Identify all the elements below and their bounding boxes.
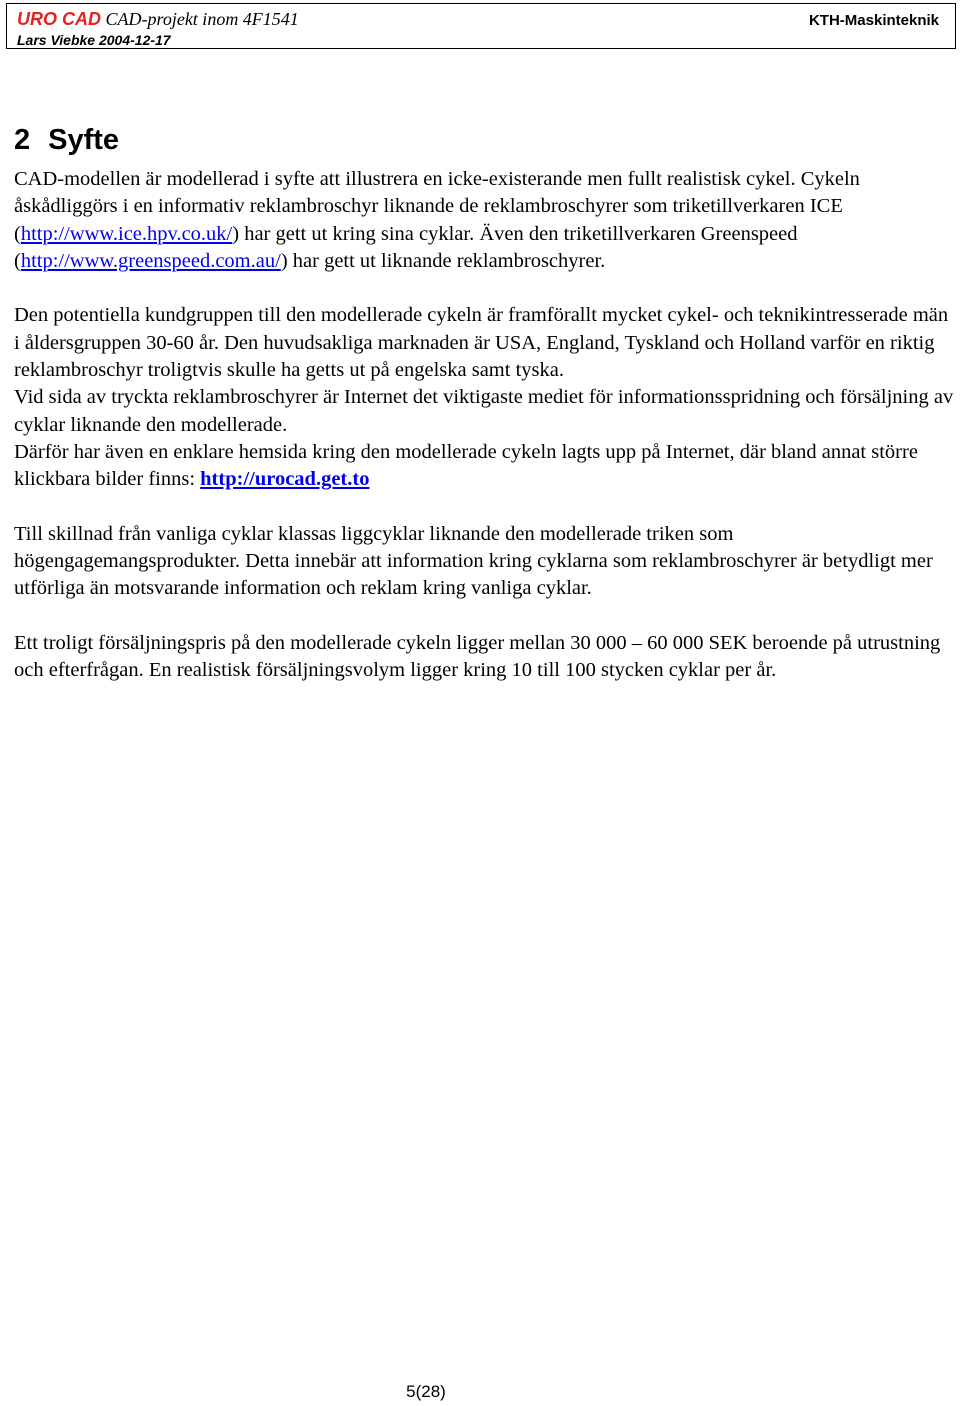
greenspeed-link[interactable]: http://www.greenspeed.com.au/ xyxy=(20,249,281,272)
body-text xyxy=(14,166,954,685)
project-title: CAD-projekt inom 4F1541 xyxy=(105,9,299,29)
section-heading xyxy=(14,122,119,158)
author-date: Lars Viebke 2004-12-17 xyxy=(17,32,171,48)
page-header xyxy=(6,3,956,49)
paragraph-text: ) har gett ut kring sina cyklar. Även den triketillverkaren Greenspeed ( xyxy=(14,222,798,272)
urocad-link[interactable]: http://urocad.get.to xyxy=(200,468,370,491)
paragraph-pricing: Ett troligt försäljningspris på den modellerade cykeln ligger mellan 30 000 – 60 000 SEK beroende på utrustning och efterfrågan. En realistisk försäljningsvolym ligger kring 10 till 100 stycken cyklar per år. xyxy=(14,632,941,682)
paragraph-customers: Den potentiella kundgruppen till den modellerade cykeln är framförallt mycket cykel- och teknikintresserade män i åldersgruppen 30-60 år. Den huvudsakliga marknaden är USA, England, Tyskland och Holland varför en riktig reklambroschyr troligtvis skulle ha getts ut på engelska samt tyska. xyxy=(14,304,949,382)
paragraph-text: Därför har även en enklare hemsida kring den modellerade cykeln lagts upp på Internet, där bland annat större klickbara bilder finns: xyxy=(14,440,918,491)
paragraph-text: ) har gett ut liknande reklambroschyrer. xyxy=(280,249,606,272)
paragraph-website xyxy=(14,439,954,494)
paragraph-purpose xyxy=(14,166,954,275)
header-title-line xyxy=(17,8,299,30)
paragraph-engagement: Till skillnad från vanliga cyklar klassas liggcyklar liknande den modellerade triken som högengagemangsprodukter. Detta innebär att information kring cyklarna som reklambroschyrer är betydligt mer utförliga än motsvarande information och reklam kring vanliga cyklar. xyxy=(14,522,933,600)
department-label: KTH-Maskinteknik xyxy=(808,12,939,29)
paragraph-text: CAD-modellen är modellerad i syfte att illustrera en icke-existerande men fullt realistisk cykel. Cykeln åskådliggörs i en informativ reklambroschyr liknande de reklambroschyrer som triketillverkaren ICE ( xyxy=(14,168,860,245)
paragraph-internet: Vid sida av tryckta reklambroschyrer är Internet det viktigaste mediet för informationsspridning och försäljning av cyklar liknande den modellerade. xyxy=(14,386,954,436)
brand-logo: URO CAD xyxy=(17,9,101,29)
page-number: 5(28) xyxy=(406,1382,446,1401)
section-title: Syfte xyxy=(48,124,120,156)
section-number: 2 xyxy=(14,124,31,156)
ice-link[interactable]: http://www.ice.hpv.co.uk/ xyxy=(20,222,233,245)
